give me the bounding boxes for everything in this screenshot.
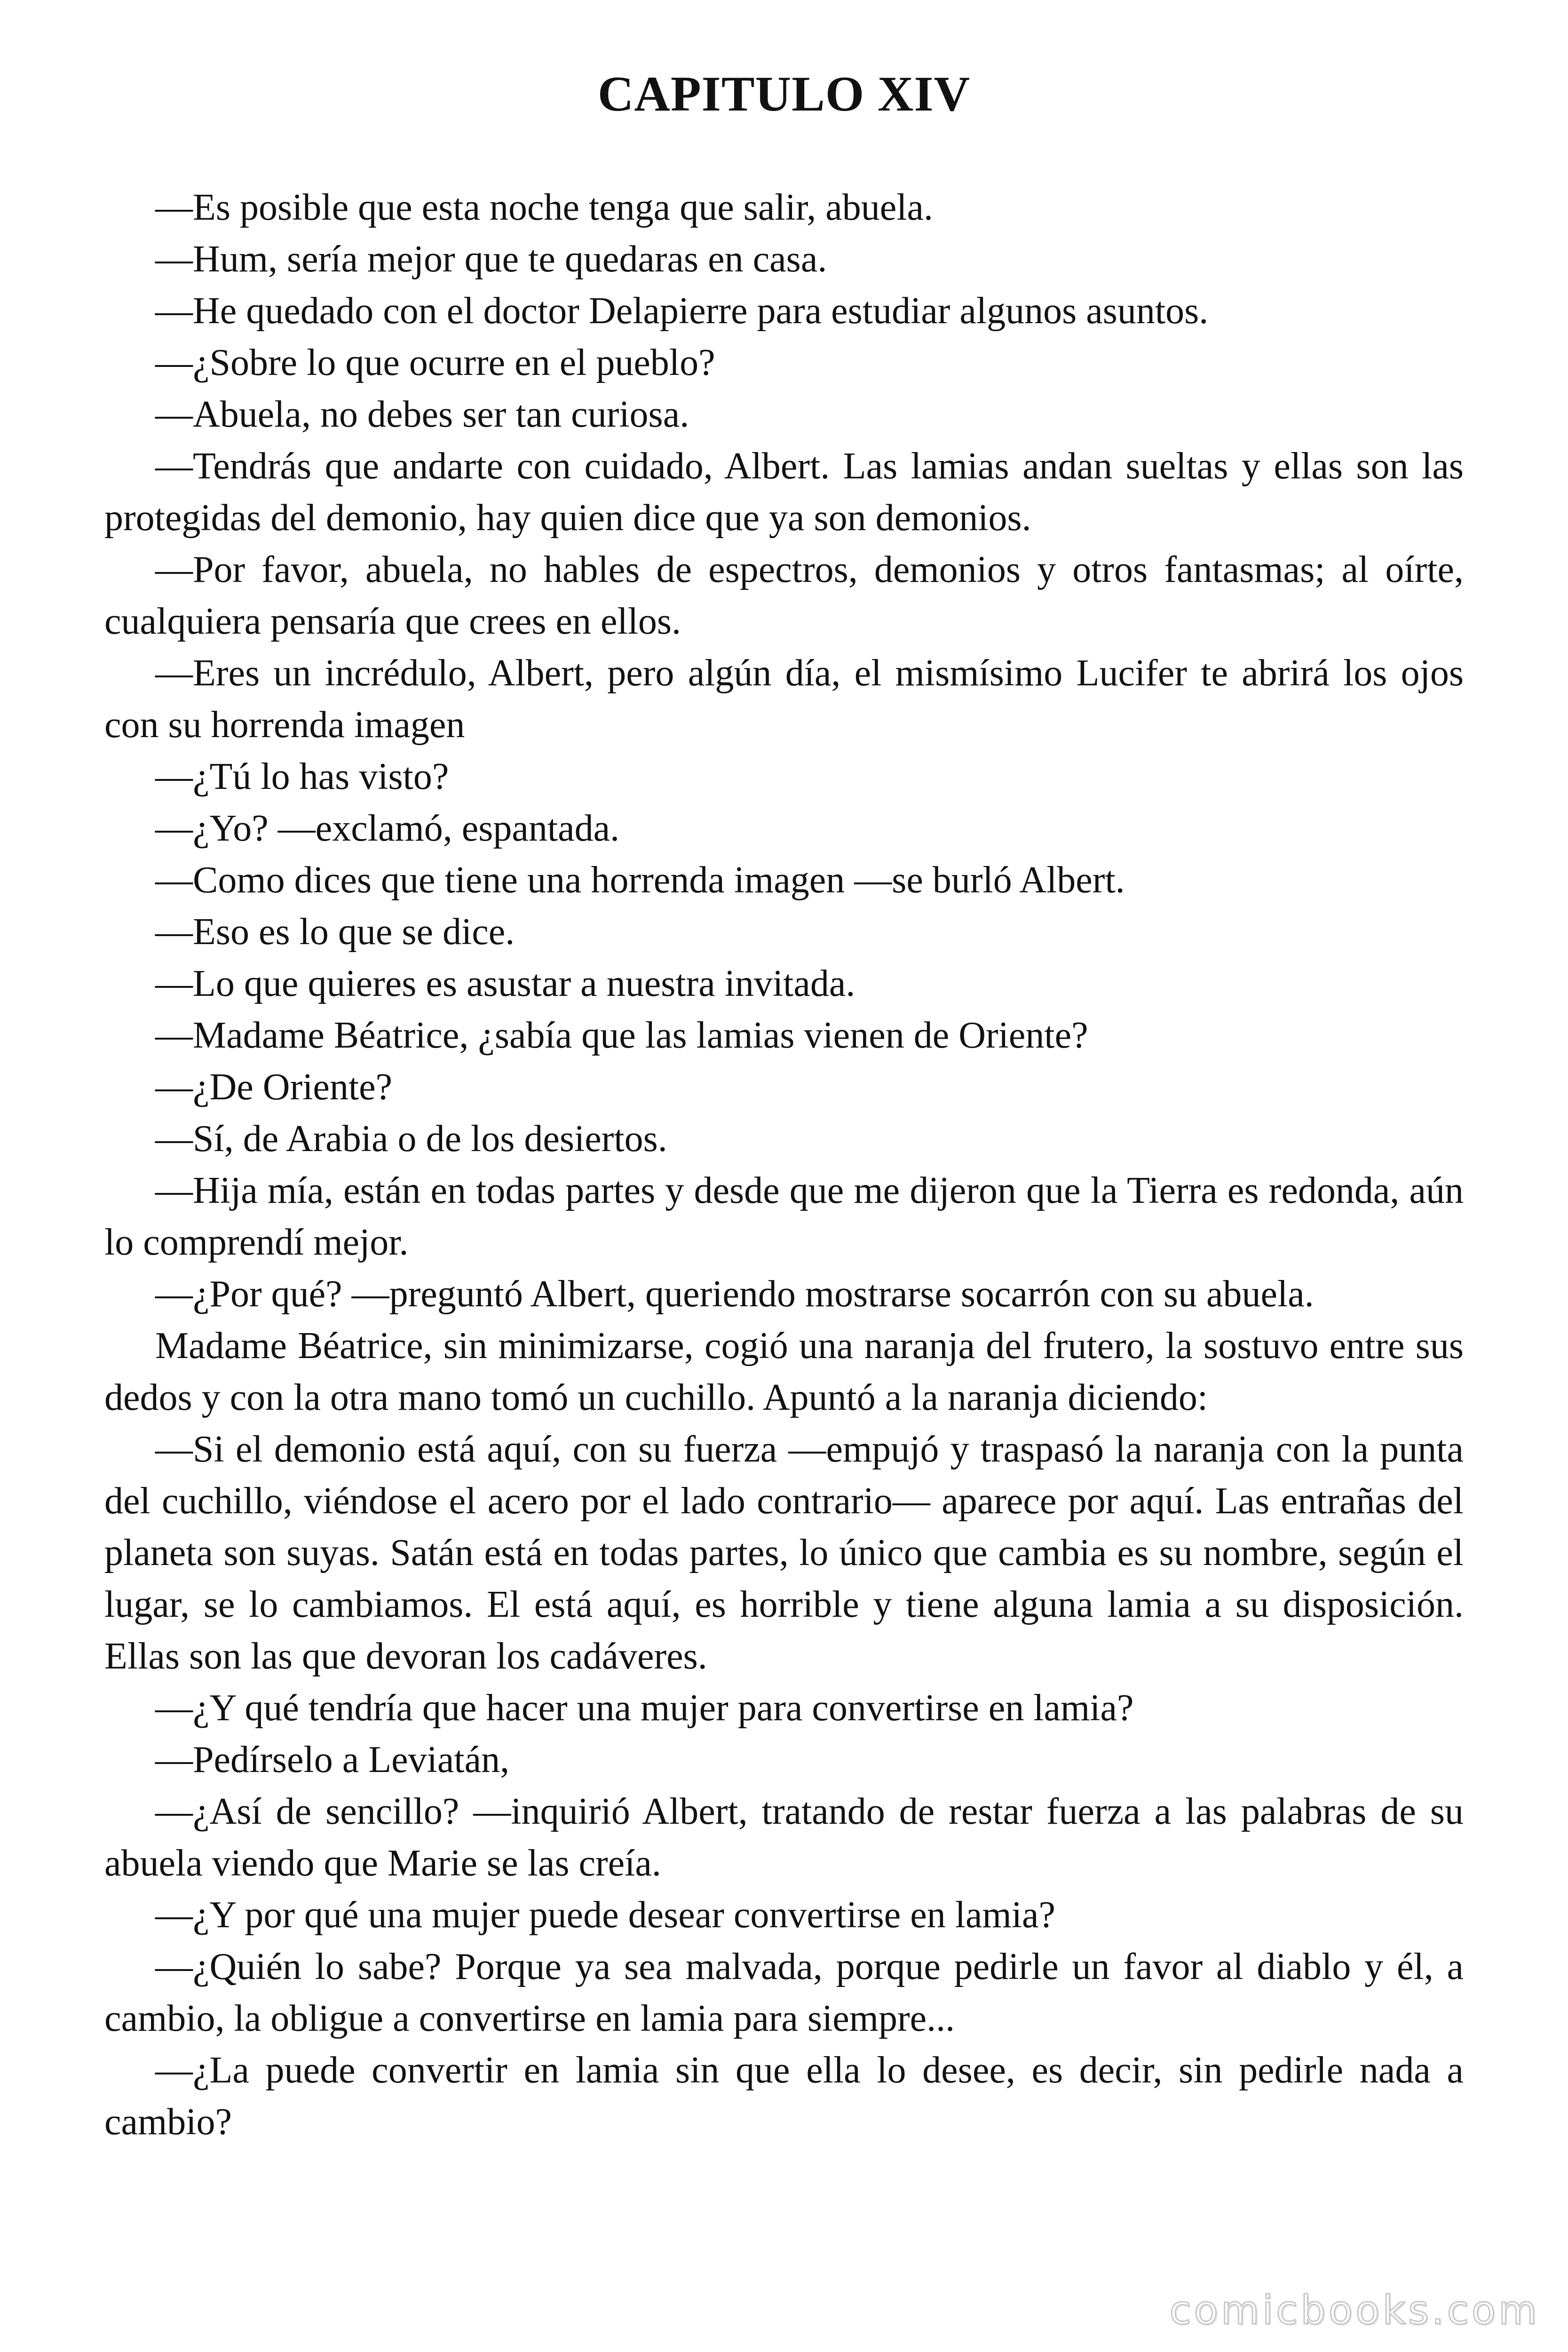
paragraph: —Eres un incrédulo, Albert, pero algún día, el mismísimo Lucifer te abrirá los ojos con su horrenda imagen [104,652,1464,746]
paragraph: —¿Quién lo sabe? Porque ya sea malvada, porque pedirle un favor al diablo y él, a cambio, la obligue a convertirse en lamia para siempre... [104,1946,1464,2039]
paragraph: —¿Así de sencillo? —inquirió Albert, tratando de restar fuerza a las palabras de su abuela viendo que Marie se las creía. [104,1791,1464,1884]
paragraph: —Lo que quieres es asustar a nuestra invitada. [155,963,855,1004]
paragraph: —¿La puede convertir en lamia sin que ella lo desee, es decir, sin pedirle nada a cambio? [104,2050,1464,2143]
paragraph: —Es posible que esta noche tenga que salir, abuela. [155,187,934,228]
paragraph: —Tendrás que andarte con cuidado, Albert. Las lamias andan sueltas y ellas son las protegidas del demonio, hay quien dice que ya son demonios. [104,445,1464,539]
chapter-text [104,182,1464,2148]
paragraph: —Sí, de Arabia o de los desiertos. [155,1118,667,1160]
paragraph: —Eso es lo que se dice. [155,911,515,953]
paragraph: —Si el demonio está aquí, con su fuerza —empujó y traspasó la naranja con la punta del cuchillo, viéndose el acero por el lado contrario— aparece por aquí. Las entrañas del planeta son suyas. Satán está en todas partes, lo único que cambia es su nombre, según el lugar, se lo cambiamos. El está aquí, es horrible y tiene alguna lamia a su disposición. Ellas son las que devoran los cadáveres. [104,1429,1464,1677]
paragraph: —Por favor, abuela, no hables de espectros, demonios y otros fantasmas; al oírte, cualquiera pensaría que crees en ellos. [104,549,1464,642]
paragraph: —¿Tú lo has visto? [155,756,449,797]
paragraph: —Hija mía, están en todas partes y desde que me dijeron que la Tierra es redonda, aún lo comprendí mejor. [104,1170,1464,1263]
chapter-title: CAPITULO XIV [597,66,971,121]
paragraph: —¿Y por qué una mujer puede desear convertirse en lamia? [155,1894,1055,1936]
paragraph: —¿Por qué? —preguntó Albert, queriendo mostrarse socarrón con su abuela. [155,1273,1314,1315]
paragraph: —¿Y qué tendría que hacer una mujer para convertirse en lamia? [155,1687,1134,1729]
paragraph: —Hum, sería mejor que te quedaras en casa. [155,238,827,280]
watermark: comicbooks.com [1169,2287,1540,2333]
paragraph: —¿Yo? —exclamó, espantada. [155,808,620,849]
paragraph: —Madame Béatrice, ¿sabía que las lamias vienen de Oriente? [155,1015,1088,1056]
paragraph: —¿De Oriente? [155,1066,393,1108]
paragraph: —¿Sobre lo que ocurre en el pueblo? [155,342,715,383]
paragraph: —He quedado con el doctor Delapierre para estudiar algunos asuntos. [155,290,1209,332]
paragraph: —Como dices que tiene una horrenda imagen —se burló Albert. [155,859,1125,901]
paragraph: Madame Béatrice, sin minimizarse, cogió una naranja del frutero, la sostuvo entre sus dedos y con la otra mano tomó un cuchillo. Apuntó a la naranja diciendo: [104,1325,1464,1418]
paragraph: —Pedírselo a Leviatán, [155,1739,510,1780]
paragraph: —Abuela, no debes ser tan curiosa. [155,394,689,435]
